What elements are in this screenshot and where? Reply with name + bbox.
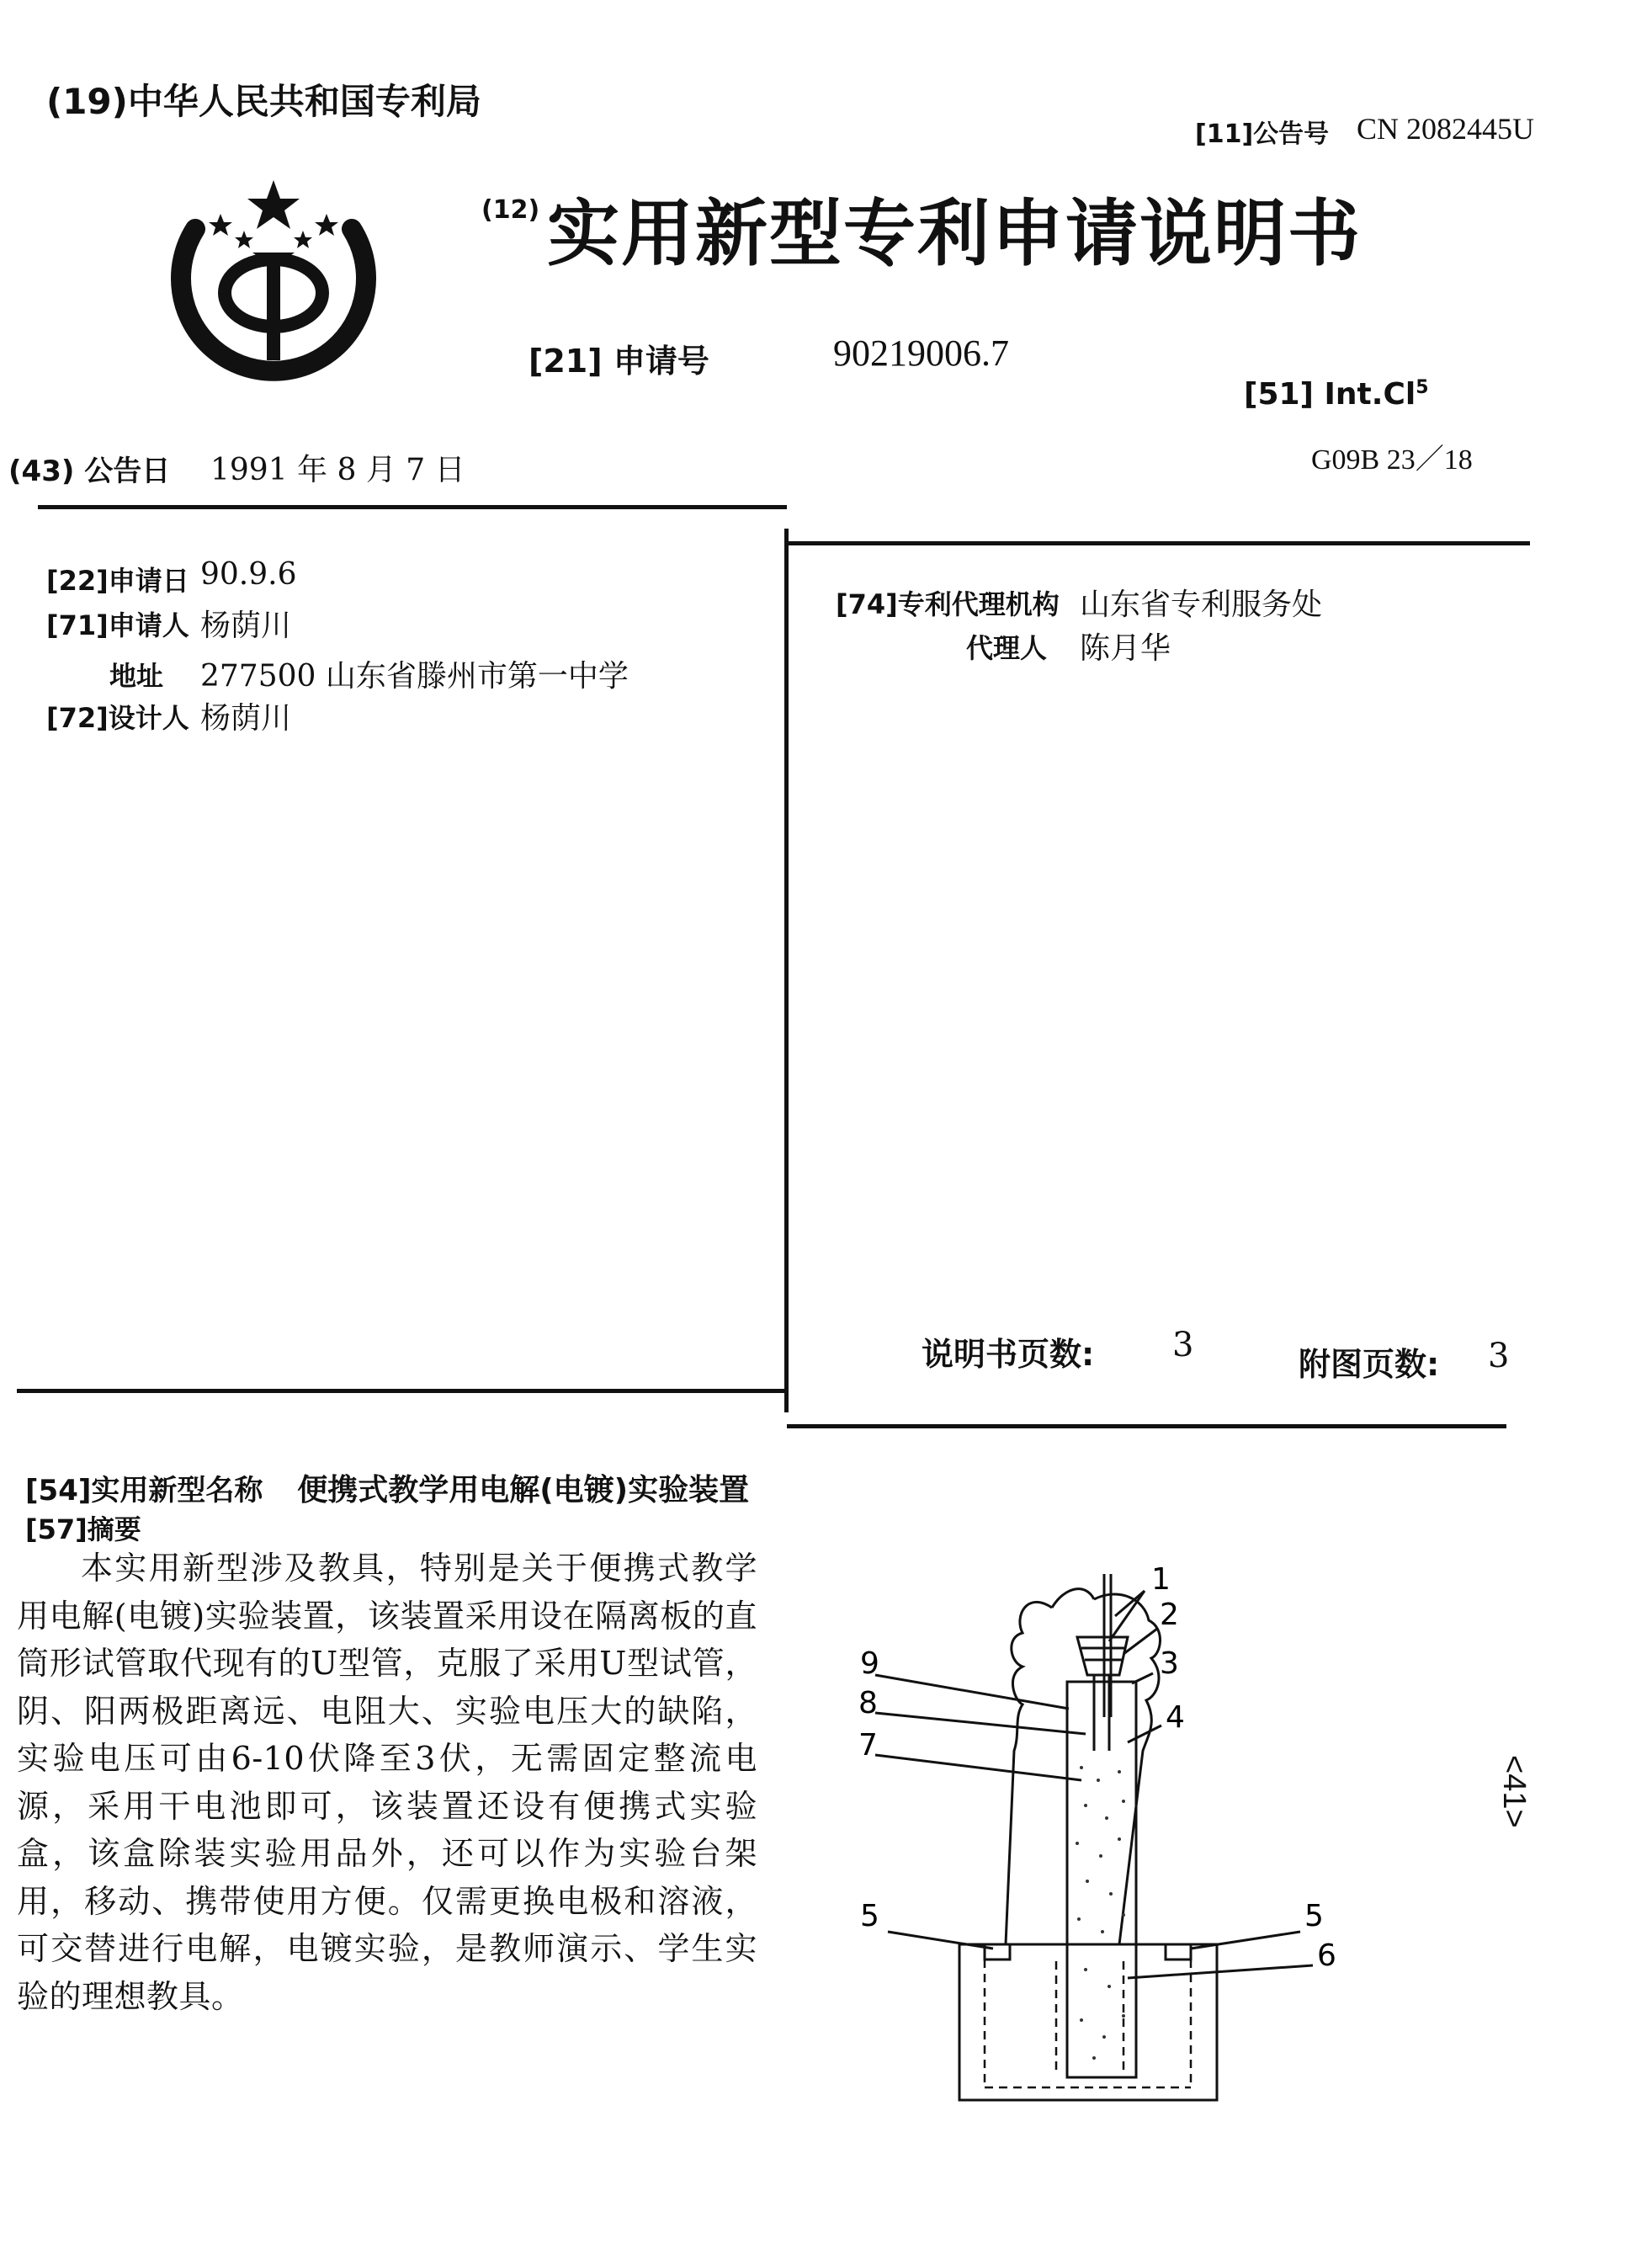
- publication-date: 1991 年 8 月 7 日: [210, 453, 465, 487]
- figure-label-4: 4: [1166, 1700, 1185, 1735]
- ipc-code: G09B 23／18: [1311, 444, 1473, 476]
- figure-label-6: 6: [1317, 1938, 1336, 1973]
- abstract-label: [57]摘要: [25, 1513, 141, 1545]
- state-emblem-logo: [151, 168, 396, 396]
- bottom-rule-right: [787, 1424, 1506, 1428]
- filing-date: 90.9.6: [200, 557, 297, 592]
- figure-label-2: 2: [1160, 1598, 1179, 1632]
- patent-agency-label: [74]专利代理机构: [836, 588, 1060, 620]
- ipc-label: [51] Int.Cl$^5$: [1244, 377, 1429, 412]
- applicant: 杨荫川: [200, 609, 292, 643]
- figure-label-5-left: 5: [860, 1899, 879, 1933]
- agent-label: 代理人: [966, 632, 1048, 664]
- utility-model-title-row: [25, 1466, 749, 1509]
- document-title: 实用新型专利申请说明书: [547, 192, 1362, 276]
- header-rule-right: [787, 541, 1530, 545]
- agent: 陈月华: [1080, 631, 1171, 666]
- patent-agency: 山东省专利服务处: [1080, 588, 1323, 622]
- publication-number: CN 2082445U: [1357, 112, 1535, 146]
- specification-pages-label: 说明书页数:: [922, 1336, 1095, 1373]
- figure-label-7: 7: [858, 1728, 878, 1763]
- utility-model-name: 便携式教学用电解(电镀)实验装置: [297, 1473, 750, 1508]
- application-number-label: [21] 申请号: [529, 343, 709, 380]
- figure-label-3: 3: [1160, 1646, 1179, 1681]
- figure-label-5-right: 5: [1304, 1899, 1324, 1933]
- column-divider: [784, 529, 789, 1412]
- publication-number-label: [11]公告号: [1195, 120, 1330, 149]
- document-type-code: (12): [481, 195, 540, 225]
- designer: 杨荫川: [200, 701, 292, 736]
- application-number: 90219006.7: [833, 332, 1009, 374]
- address-label: 地址: [109, 660, 164, 692]
- bottom-rule-left: [17, 1389, 787, 1393]
- figure-label-9: 9: [860, 1646, 879, 1681]
- designer-label: [72]设计人: [46, 702, 189, 734]
- filing-date-label: [22]申请日: [46, 565, 189, 597]
- utility-model-name-label: [54]实用新型名称: [25, 1474, 263, 1508]
- apparatus-figure: [842, 1549, 1397, 2146]
- specification-pages-count: 3: [1172, 1326, 1194, 1364]
- figure-label-1: 1: [1151, 1562, 1171, 1597]
- publication-date-label: (43) 公告日: [8, 455, 171, 488]
- figure-label-8: 8: [858, 1686, 878, 1720]
- figure-pages-label: 附图页数:: [1299, 1346, 1440, 1383]
- figure-pages-count: 3: [1488, 1337, 1510, 1375]
- page-number-mark: <41>: [1496, 1755, 1532, 1828]
- patent-office-name: (19)中华人民共和国专利局: [46, 81, 481, 122]
- applicant-label: [71]申请人: [46, 609, 189, 641]
- header-rule-left: [38, 505, 787, 509]
- address: 277500 山东省滕州市第一中学: [200, 659, 629, 694]
- abstract-text: 本实用新型涉及教具，特别是关于便携式教学用电解(电镀)实验装置，该装置采用设在隔离板的直筒形试管取代现有的U型管，克服了采用U型试管，阴、阳两极距离远、电阻大、实验电压大的缺陷，实验电压可由6-10伏降至3伏，无需固定整流电源，采用干电池即可，该装置还设有便携式实验盒，该盒除装实验用品外，还可以作为实验台架用，移动、携带使用方便。仅需更换电极和溶液，可交替进行电解，电镀实验，是教师演示、学生实验的理想教具。: [17, 1550, 757, 2015]
